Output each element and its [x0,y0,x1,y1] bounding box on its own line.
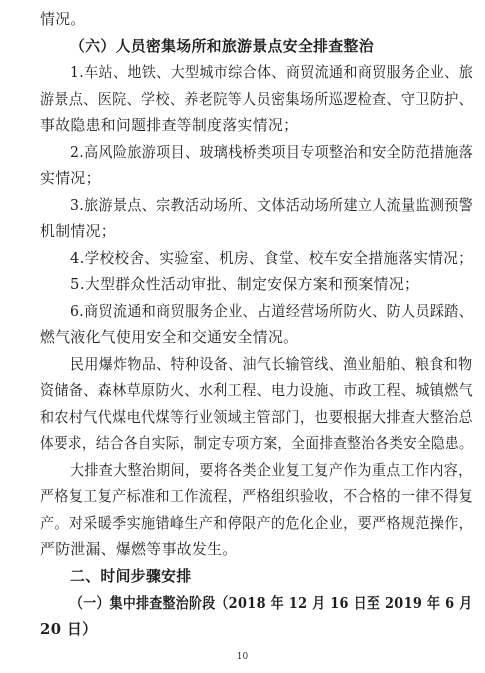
subsection-heading-continued: 20 日） [40,621,98,638]
text-line: 严格复工复产标准和工作流程，严格组织验收，不合格的一律不得复 [40,488,474,506]
text-line: 民用爆炸物品、特种设备、油气长输管线、渔业船舶、粮食和物 [70,355,473,373]
text-line: 1.车站、地铁、大型城市综合体、商贸流通和商贸服务企业、旅 [70,64,474,81]
text-line: 2.高风险旅游项目、玻璃栈桥类项目专项整治和安全防范措施落 [70,143,474,161]
text-line: 机制情况； [40,223,116,241]
text-line: 4.学校校舍、实验室、机房、食堂、校车安全措施落实情况； [70,249,474,267]
page-number: 10 [236,652,249,662]
section-heading: 二、时间步骤安排 [70,568,192,585]
text-line: 5.大型群众性活动审批、制定安保方案和预案情况； [70,276,420,294]
text-line: 6.商贸流通和商贸服务企业、占道经营场所防火、防人员踩踏、 [70,302,474,320]
text-line: 严防泄漏、爆燃等事故发生。 [40,541,238,559]
text-line: 资储备、森林草原防火、水利工程、电力设施、市政工程、城镇燃气 [40,382,474,400]
text-line: 燃气液化气使用安全和交通安全情况。 [40,329,299,347]
section-heading: （六）人员密集场所和旅游景点安全排查整治 [70,37,374,55]
text-line: 情况。 [40,11,86,28]
text-line: 大排查大整治期间，要将各类企业复工复产作为重点工作内容， [70,461,473,479]
text-line: 产。对采暖季实施错峰生产和停限产的危化企业，要严格规范操作， [40,514,474,532]
subsection-heading: （一）集中排查整治阶段（2018 年 12 月 16 日至 2019 年 6 月 [70,594,473,612]
text-line: 实情况； [40,170,101,188]
text-line: 游景点、医院、学校、养老院等人员密集场所巡逻检查、守卫防护、 [40,90,474,108]
text-line: 事故隐患和问题排查等制度落实情况； [40,117,299,135]
text-line: 和农村气代煤电代煤等行业领域主管部门，也要根据大排查大整治总 [40,408,474,426]
text-line: 3.旅游景点、宗教活动场所、文体活动场所建立人流量监测预警 [70,196,474,214]
text-line: 体要求，结合各自实际，制定专项方案，全面排查整治各类安全隐患。 [40,435,473,453]
